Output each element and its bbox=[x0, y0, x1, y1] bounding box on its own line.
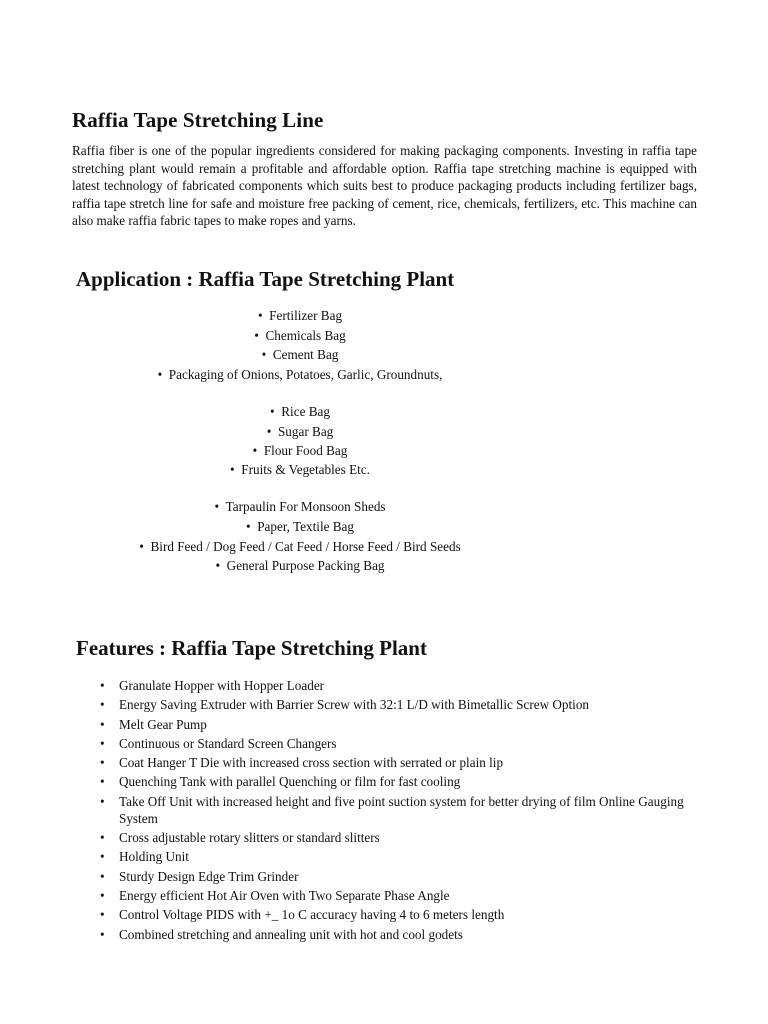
list-item: • Continuous or Standard Screen Changers bbox=[100, 735, 720, 752]
list-item: • Paper, Textile Bag bbox=[0, 518, 600, 535]
list-item: • Fruits & Vegetables Etc. bbox=[0, 461, 600, 478]
list-item: • Quenching Tank with parallel Quenching or film for fast cooling bbox=[100, 773, 720, 790]
list-item: • Sturdy Design Edge Trim Grinder bbox=[100, 868, 720, 885]
list-item: • Coat Hanger T Die with increased cross section with serrated or plain lip bbox=[100, 754, 720, 771]
list-item: • Granulate Hopper with Hopper Loader bbox=[100, 677, 720, 694]
list-item: • Cement Bag bbox=[0, 346, 600, 363]
application-heading: Application : Raffia Tape Stretching Plant bbox=[76, 267, 455, 291]
list-item: • Combined stretching and annealing unit with hot and cool godets bbox=[100, 926, 720, 943]
list-item: • Fertilizer Bag bbox=[0, 307, 600, 324]
list-item: • Flour Food Bag bbox=[0, 442, 600, 459]
intro-paragraph: Raffia fiber is one of the popular ingredients considered for making packaging components. Investing in raffia tape stretching plant would remain a profitable and affordable option. Raffia tape stretching machine is equipped with latest technology of fabricated components which suits best to produce packaging products including fertilizer bags, raffia tape stretch line for safe and moisture free packing of cement, rice, chemicals, fertilizers, etc. This machine can also make raffia fabric tapes to make ropes and yarns. bbox=[72, 143, 697, 229]
list-item: • General Purpose Packing Bag bbox=[0, 557, 600, 574]
list-item: • Rice Bag bbox=[0, 403, 600, 420]
list-item: • Control Voltage PIDS with +_ 1o C accuracy having 4 to 6 meters length bbox=[100, 906, 720, 923]
features-list bbox=[100, 677, 720, 945]
list-item: • Cross adjustable rotary slitters or standard slitters bbox=[100, 829, 720, 846]
list-item: • Packaging of Onions, Potatoes, Garlic, Groundnuts, bbox=[0, 366, 600, 383]
list-item: • Take Off Unit with increased height and five point suction system for better drying of film Online Gauging System bbox=[100, 793, 691, 827]
page-title: Raffia Tape Stretching Line bbox=[72, 108, 324, 132]
list-item: • Chemicals Bag bbox=[0, 327, 600, 344]
list-item: • Melt Gear Pump bbox=[100, 716, 720, 733]
list-item: • Energy Saving Extruder with Barrier Screw with 32:1 L/D with Bimetallic Screw Option bbox=[100, 696, 720, 713]
list-item: • Sugar Bag bbox=[0, 423, 600, 440]
list-item: • Energy efficient Hot Air Oven with Two Separate Phase Angle bbox=[100, 887, 720, 904]
features-heading: Features : Raffia Tape Stretching Plant bbox=[76, 636, 427, 660]
list-item: • Bird Feed / Dog Feed / Cat Feed / Horse Feed / Bird Seeds bbox=[0, 538, 600, 555]
list-item: • Tarpaulin For Monsoon Sheds bbox=[0, 498, 600, 515]
list-item: • Holding Unit bbox=[100, 848, 720, 865]
